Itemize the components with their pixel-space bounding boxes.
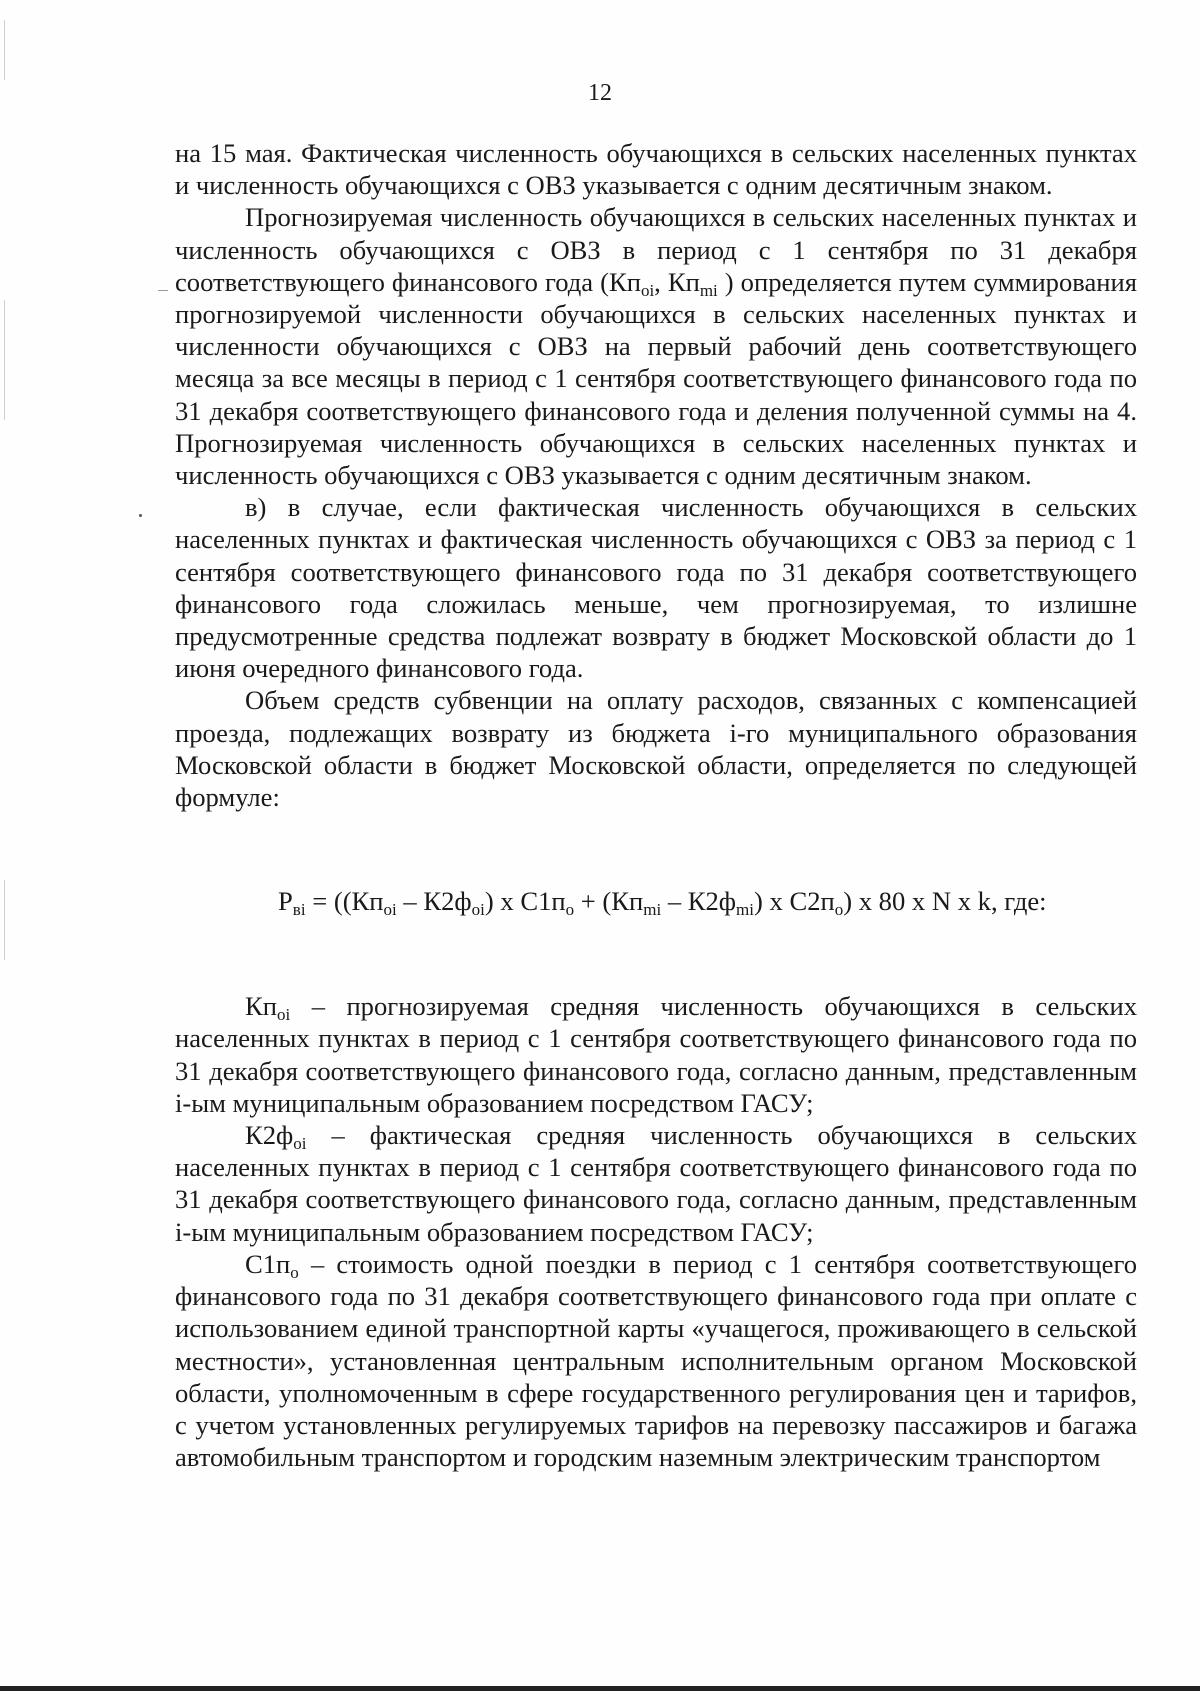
margin-mark (158, 290, 168, 291)
refund-formula: $P_{вi} = ((Кп_{oi} - К2ф_{oi})$ х $С1п_o + (Кп_{mi} - К2ф_{mi})$ х $С2п_o$) х 80 х N х k, где: (278, 886, 1047, 920)
definition-trip-cost: $С1п_o$ – стоимость одной поездки в период с 1 сентября соответствующего финансового года по 31 декабря соответствующего финансового года при оплате с использованием единой транспортной карты «учащегося, проживающего в сельской местности», установленная центральным исполнительным органом Московской области, уполномоченным в сфере государственного регулирования цен и тарифов, с учетом установленных регулируемых тарифов на перевозку пассажиров и багажа автомобильным транспортом и городским наземным электрическим транспортом (175, 1248, 1137, 1473)
scan-edge-line (4, 20, 5, 80)
scan-edge-line (4, 300, 5, 420)
paragraph-refund-volume: Объем средств субвенции на оплату расходов, связанных с компенсацией проезда, подлежащих возврату из бюджета i-го муниципального образования Московской области в бюджет Московской области, определяется по следующей формуле: (175, 685, 1137, 813)
document-body (175, 137, 1137, 1473)
scan-edge-line (4, 880, 5, 960)
paragraph-continuation: на 15 мая. Фактическая численность обучающихся в сельских населенных пунктах и численность обучающихся с ОВЗ указывается с одним десятичным знаком. (175, 138, 1137, 201)
definition-forecast-count: $Кп_{oi}$ – прогнозируемая средняя численность обучающихся в сельских населенных пунктах в период с 1 сентября соответствующего финансового года по 31 декабря соответствующего финансового года, согласно данным, представленным i-ым муниципальным образованием посредством ГАСУ; (175, 991, 1137, 1118)
scan-bottom-edge (0, 1686, 1200, 1691)
margin-dot (139, 514, 142, 517)
paragraph-refund-case: в) в случае, если фактическая численность обучающихся в сельских населенных пунктах и фактическая численность обучающихся с ОВЗ за период с 1 сентября соответствующего финансового года по 31 декабря соответствующего финансового года сложилась меньше, чем прогнозируемая, то излишне предусмотренные средства подлежат возврату в бюджет Московской области до 1 июня очередного финансового года. (175, 492, 1137, 684)
page-number: 12 (588, 80, 612, 106)
definition-actual-count: $К2ф_{oi}$ – фактическая средняя численность обучающихся в сельских населенных пунктах в период с 1 сентября соответствующего финансового года по 31 декабря соответствующего финансового года, согласно данным, представленным i-ым муниципальным образованием посредством ГАСУ; (175, 1120, 1137, 1247)
paragraph-forecast-count: Прогнозируемая численность обучающихся в сельских населенных пунктах и численность обучающихся с ОВЗ в период с 1 сентября по 31 декабря соответствующего финансового года ($Кп_{oi}$, $Кп_{mi}$ ) определяется путем суммирования прогнозируемой численности обучающихся в сельских населенных пунктах и численности обучающихся с ОВЗ на первый рабочий день соответствующего месяца за все месяцы в период с 1 сентября соответствующего финансового года по 31 декабря соответствующего финансового года и деления полученной суммы на 4. Прогнозируемая численность обучающихся в сельских населенных пунктах и численность обучающихся с ОВЗ указывается с одним десятичным знаком. (175, 202, 1137, 491)
